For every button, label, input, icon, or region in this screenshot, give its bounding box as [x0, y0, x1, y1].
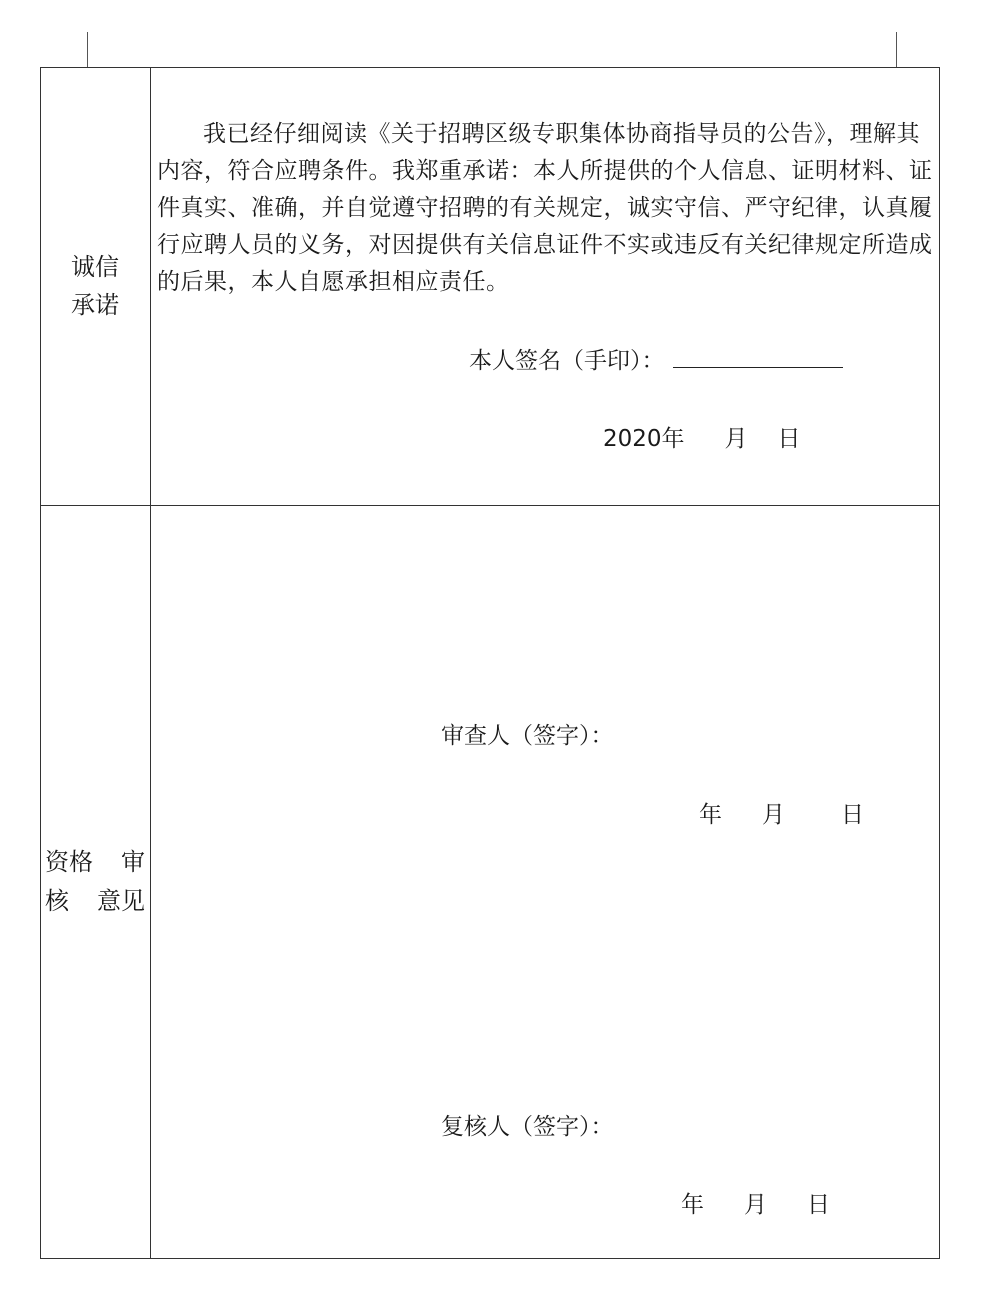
- review-label-line2-a: 核: [45, 887, 69, 915]
- integrity-label-line2: 承诺: [71, 291, 119, 319]
- crop-mark-right-vertical: [896, 32, 897, 67]
- reviewer-signature-line: [441, 717, 614, 750]
- reviewer-date-month: 月: [762, 802, 785, 828]
- reviewer-date: [699, 796, 864, 829]
- rechecker-date-month: 月: [744, 1192, 767, 1218]
- integrity-pledge-row: [41, 68, 939, 506]
- rechecker-date-day: 日: [807, 1192, 830, 1218]
- review-label-line1-a: 资格: [45, 848, 93, 876]
- pledge-paragraph: 我已经仔细阅读《关于招聘区级专职集体协商指导员的公告》，理解其内容，符合应聘条件。我郑重承诺：本人所提供的个人信息、证明材料、证件真实、准确，并自觉遵守招聘的有关规定，诚实守信、严守纪律，认真履行应聘人员的义务，对因提供有关信息证件不实或违反有关纪律规定所造成的后果，本人自愿承担相应责任。: [157, 121, 933, 295]
- review-label-cell: [41, 506, 151, 1258]
- rechecker-signature-line: [441, 1108, 614, 1141]
- signature-label: 本人签名（手印）：: [469, 348, 665, 374]
- review-label-line2-b: 意见: [97, 887, 145, 915]
- integrity-content-cell: [151, 68, 939, 505]
- qualification-review-row: [41, 506, 939, 1258]
- rechecker-label: 复核人（签字）：: [441, 1114, 614, 1140]
- rechecker-date: [681, 1186, 830, 1219]
- reviewer-label: 审查人（签字）：: [441, 723, 614, 749]
- signature-line: [469, 342, 843, 375]
- integrity-label-line1: 诚信: [71, 253, 119, 281]
- signature-input-line[interactable]: [673, 343, 843, 368]
- review-content-cell: [151, 506, 939, 1258]
- application-form-table: [40, 67, 940, 1259]
- crop-mark-left-vertical: [87, 32, 88, 67]
- pledge-date-day: 日: [777, 426, 801, 452]
- reviewer-date-year: 年: [699, 802, 722, 828]
- pledge-date-year: 2020年: [603, 426, 685, 452]
- pledge-date: [603, 420, 801, 453]
- integrity-label-cell: [41, 68, 151, 505]
- rechecker-date-year: 年: [681, 1192, 704, 1218]
- pledge-date-month: 月: [724, 426, 748, 452]
- review-label-line1-b: 审: [121, 848, 145, 876]
- reviewer-date-day: 日: [841, 802, 864, 828]
